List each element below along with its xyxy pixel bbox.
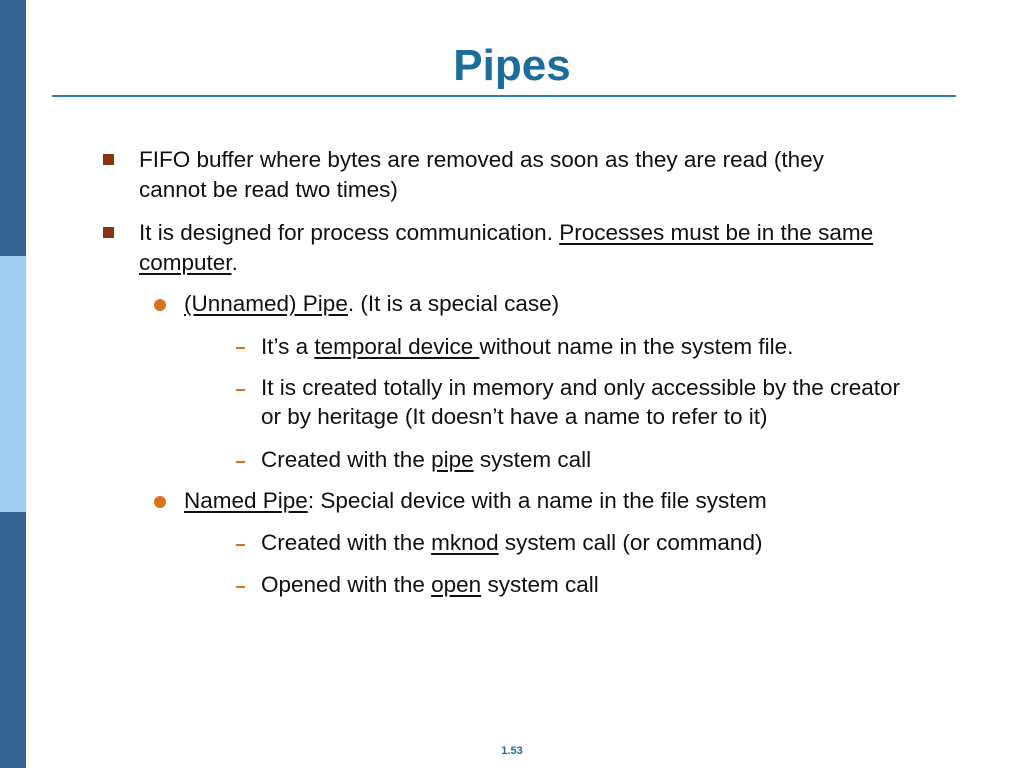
dash-item-memory-line1: It is created totally in memory and only accessible by the creator bbox=[261, 375, 901, 400]
dash-item-temporal-device bbox=[261, 332, 793, 362]
period: . bbox=[231, 250, 238, 275]
mknod-post: system call (or command) bbox=[498, 530, 763, 555]
square-bullet-icon bbox=[103, 154, 114, 165]
dash-bullet-icon bbox=[236, 461, 245, 463]
temporal-pre: It’s a bbox=[261, 334, 315, 359]
bullet-process-comm-text: It is designed for process communication. bbox=[139, 220, 560, 245]
bullet-process-comm-line2 bbox=[139, 248, 238, 278]
dash-bullet-icon bbox=[236, 347, 245, 349]
computer-underlined: computer bbox=[139, 250, 232, 275]
open-underlined: open bbox=[431, 572, 482, 597]
dash-item-mknod bbox=[261, 528, 762, 558]
page-number: 1.53 bbox=[501, 745, 523, 757]
mknod-underlined: mknod bbox=[431, 530, 499, 555]
pipe-post: system call bbox=[473, 447, 592, 472]
open-pre: Opened with the bbox=[261, 572, 432, 597]
temporal-post: without name in the system file. bbox=[479, 334, 794, 359]
dash-bullet-icon bbox=[236, 389, 245, 391]
round-bullet-icon bbox=[154, 496, 166, 508]
dash-item-open bbox=[261, 570, 599, 600]
bullet-fifo-line1: FIFO buffer where bytes are removed as soon as they are read (they bbox=[139, 147, 824, 172]
bullet-fifo-line2: cannot be read two times) bbox=[139, 177, 398, 202]
unnamed-pipe-underlined: (Unnamed) Pipe bbox=[184, 291, 348, 316]
dash-item-pipe-call bbox=[261, 445, 591, 475]
temporal-device-underlined: temporal device bbox=[314, 334, 480, 359]
subbullet-named-pipe bbox=[184, 486, 767, 516]
dash-item-memory-line2: or by heritage (It doesn’t have a name to refer to it) bbox=[261, 404, 768, 429]
unnamed-pipe-tail: . (It is a special case) bbox=[347, 291, 560, 316]
open-post: system call bbox=[481, 572, 599, 597]
round-bullet-icon bbox=[154, 299, 166, 311]
dash-bullet-icon bbox=[236, 586, 245, 588]
same-computer-underlined: Processes must be in the same bbox=[559, 220, 874, 245]
pipe-underlined: pipe bbox=[431, 447, 474, 472]
subbullet-unnamed-pipe bbox=[184, 289, 559, 319]
slide-title: Pipes bbox=[453, 41, 571, 90]
mknod-pre: Created with the bbox=[261, 530, 432, 555]
square-bullet-icon bbox=[103, 227, 114, 238]
named-pipe-underlined: Named Pipe bbox=[184, 488, 308, 513]
bullet-process-comm-line1 bbox=[139, 218, 873, 248]
named-pipe-tail: : Special device with a name in the file system bbox=[307, 488, 767, 513]
pipe-pre: Created with the bbox=[261, 447, 432, 472]
dash-bullet-icon bbox=[236, 544, 245, 546]
